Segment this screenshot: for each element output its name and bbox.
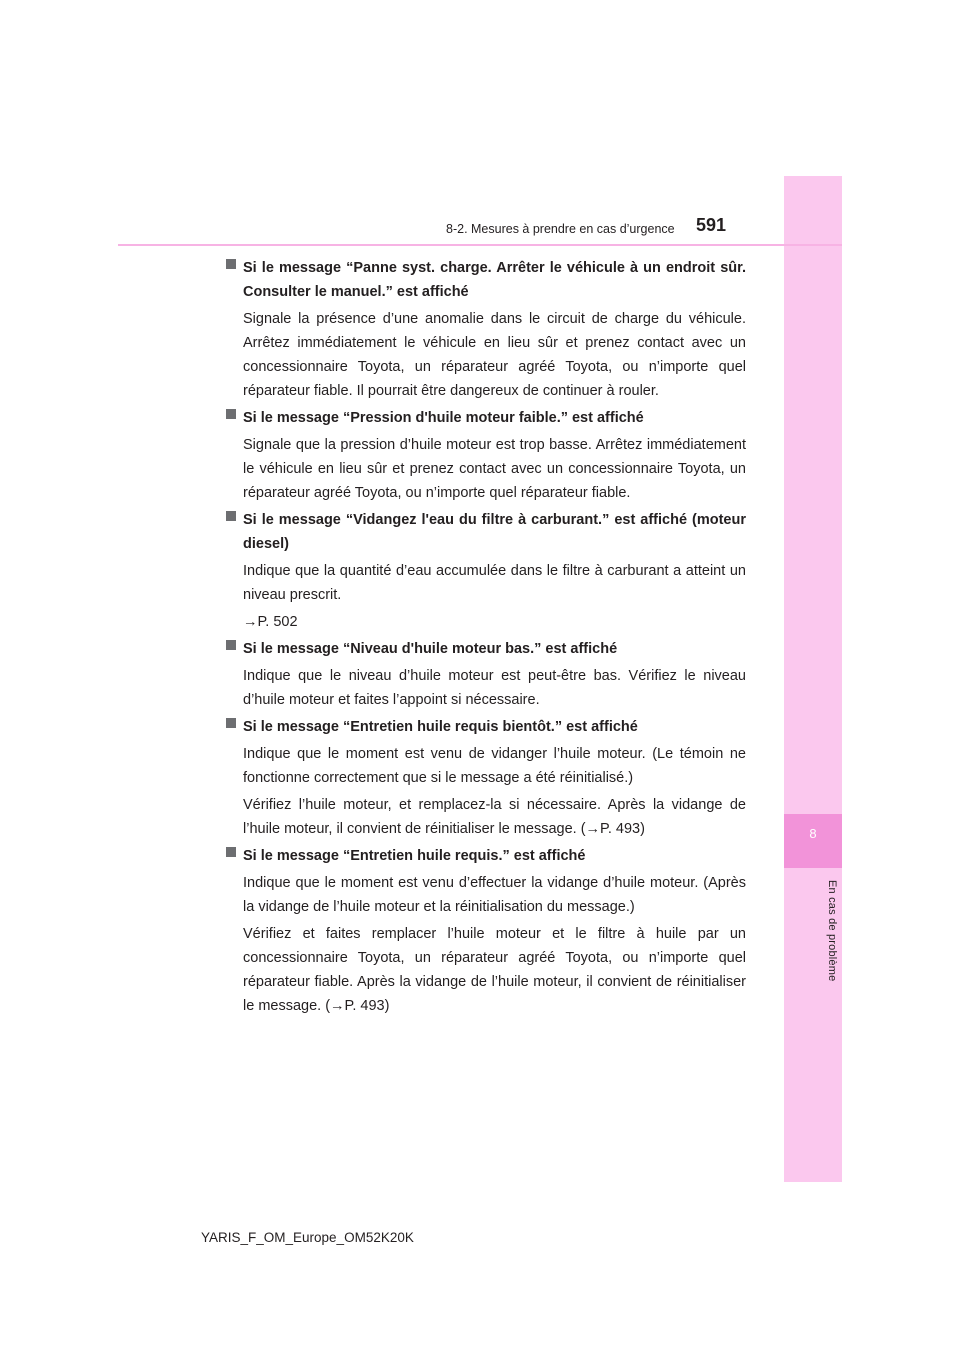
item-paragraph: Indique que le niveau d’huile moteur est peut-être bas. Vérifiez le niveau d’huile moteur et faites l’appoint si nécessaire. [243, 668, 746, 708]
chapter-number: 8 [809, 826, 817, 841]
item-paragraph: Indique que le moment est venu de vidanger l’huile moteur. (Le témoin ne fonctionne correctement que si le message a été réinitialisé.) [243, 746, 746, 786]
content-body [226, 256, 746, 1021]
message-item [226, 508, 746, 634]
section-title: 8-2. Mesures à prendre en cas d’urgence [446, 222, 675, 236]
square-bullet-icon [226, 718, 236, 728]
message-item [226, 637, 746, 712]
message-item [226, 715, 746, 841]
item-paragraph: Signale la présence d’une anomalie dans le circuit de charge du véhicule. Arrêtez immédiatement le véhicule en lieu sûr et prenez contact avec un concessionnaire Toyota, un réparateur agréé Toyota, ou n’importe quel réparateur fiable. Il pourrait être dangereux de continuer à rouler. [243, 311, 746, 399]
item-paragraph: Vérifiez l’huile moteur, et remplacez-la si nécessaire. Après la vidange de l’huile moteur, il convient de réinitialiser le message. (→P. 493) [243, 797, 746, 837]
page-number: 591 [696, 215, 727, 235]
square-bullet-icon [226, 511, 236, 521]
square-bullet-icon [226, 259, 236, 269]
square-bullet-icon [226, 640, 236, 650]
item-heading: Si le message “Niveau d'huile moteur bas.” est affiché [243, 641, 618, 657]
item-paragraph: Vérifiez et faites remplacer l’huile moteur et le filtre à huile par un concessionnaire Toyota, un réparateur agréé Toyota, ou n’importe quel réparateur fiable. Après la vidange de l’huile moteur, il convient de réinitialiser le message. (→P. 493) [243, 926, 746, 1014]
page-reference-link[interactable]: →P. 502 [243, 614, 298, 630]
item-heading: Si le message “Vidangez l'eau du filtre à carburant.” est affiché (moteur diesel) [243, 512, 746, 552]
item-paragraph: Indique que la quantité d’eau accumulée dans le filtre à carburant a atteint un niveau prescrit. [243, 563, 746, 603]
square-bullet-icon [226, 847, 236, 857]
item-heading: Si le message “Entretien huile requis.” est affiché [243, 848, 586, 864]
chapter-title: En cas de problème [826, 880, 838, 982]
square-bullet-icon [226, 409, 236, 419]
message-item [226, 256, 746, 403]
item-heading: Si le message “Panne syst. charge. Arrêter le véhicule à un endroit sûr. Consulter le manuel.” est affiché [243, 260, 746, 300]
header-rule [118, 244, 842, 246]
item-heading: Si le message “Pression d'huile moteur faible.” est affiché [243, 410, 644, 426]
item-paragraph: Indique que le moment est venu d’effectuer la vidange d’huile moteur. (Après la vidange de l’huile moteur et la réinitialisation du message.) [243, 875, 746, 915]
chapter-side-tab [784, 176, 842, 1182]
item-heading: Si le message “Entretien huile requis bientôt.” est affiché [243, 719, 638, 735]
document-code: YARIS_F_OM_Europe_OM52K20K [201, 1230, 414, 1245]
message-item [226, 406, 746, 505]
chapter-number-tab [784, 814, 842, 868]
item-paragraph: Signale que la pression d’huile moteur est trop basse. Arrêtez immédiatement le véhicule en lieu sûr et prenez contact avec un concessionnaire Toyota, un réparateur agréé Toyota, ou n’importe quel réparateur fiable. [243, 437, 746, 501]
message-item [226, 844, 746, 1018]
